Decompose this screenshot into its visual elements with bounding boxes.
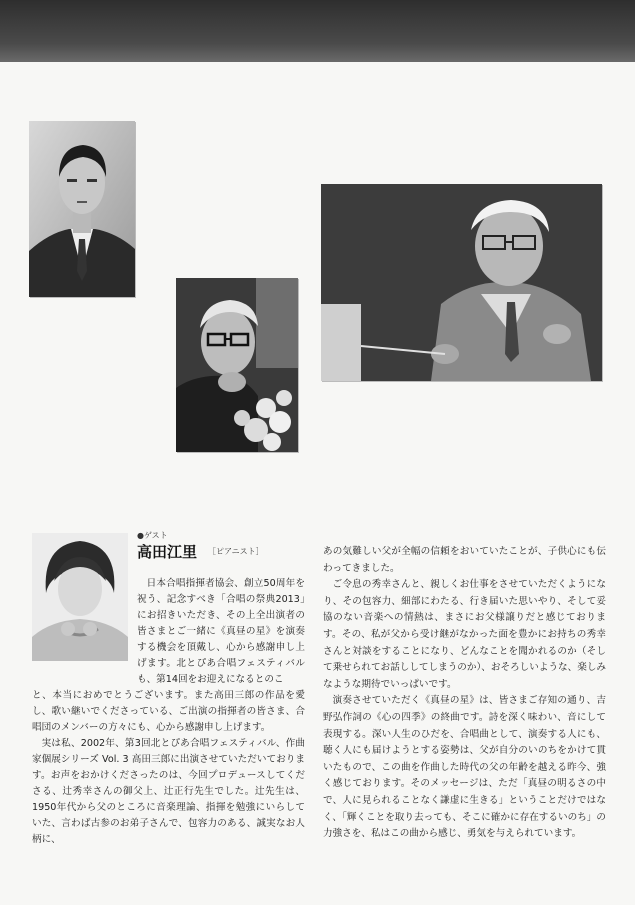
left-column <box>32 688 305 848</box>
left-col-continuation: と、本当におめでとうございます。また高田三郎の作品を愛し、歌い継いでくださっている、ご出演の指揮者の皆さま、合唱団のメンバーの方々にも、心から感謝申し上げます。 <box>32 690 305 733</box>
guest-role: ［ピアニスト］ <box>208 547 264 556</box>
right-col-p2: ご令息の秀幸さんと、親しくお仕事をさせていただくようになり、その包容力、細部にわたる、行き届いた思いやり、そして妥協のない音楽への情熱は、まさにお父様譲りだと感じております。その、私が父から受け継がなかった面を豊かにお持ちの秀幸さんと対談をすることになり、どんなことを聞かれるのか（そして乗せられてお話ししてしまうのか）、おそろしいような、楽しみなような期待でいっぱいです。 <box>323 579 607 690</box>
intro-paragraph <box>137 576 305 688</box>
guest-tag: ●ゲスト <box>137 531 168 540</box>
photo-composer-young <box>29 121 135 297</box>
intro-text: 日本合唱指揮者協会、創立50周年を祝う、記念すべき「合唱の祭典2013」にお招きいただき、その上全出演者の皆さまとご一緒に《真昼の星》を演奏する機会を頂戴し、心から感謝申し上げます。北とぴあ合唱フェスティバルも、第14回をお迎えになるとのこ <box>137 578 305 685</box>
right-col-p3: 演奏させていただく《真昼の星》は、皆さまご存知の通り、吉野弘作詞の《心の四季》の終曲です。詩を深く味わい、音にして表現する。深い人生のひだを、合唱曲として、演奏する人にも、聴く人にも届けようとする姿勢は、父が自分のいのちをかけて貫いたもので、この曲を作曲した時代の父の年齢を越える昨今、強く感じております。そのメッセージは、ただ「真昼の明るさの中で、人に見られることなく謙虚に生きる」ということだけではなく、「輝くことを取り去っても、そこに確かに存在するいのち」の力強さを、私はこの曲から感じ、勇気を与えられています。 <box>323 695 606 840</box>
left-col-paragraph: 実は私、2002年、第3回北とぴあ合唱フェスティバル、作曲家個展シリーズ Vol. 3 高田三郎に出演させていただいております。お声をおかけくださったのは、今回プロデュースしてくださる、辻秀幸さんの御父上、辻正行先生でした。辻先生は、1950年代から父のところに音楽理論、指揮を勉強にいらしていた、言わば古参のお弟子さんで、包容力のある、誠実なお人柄に、 <box>32 738 305 845</box>
photo-guest-pianist <box>32 533 128 661</box>
photo-composer-elderly <box>176 278 298 452</box>
right-col-p1: あの気難しい父が全幅の信頼をおいていたことが、子供心にも伝わってきました。 <box>323 546 606 574</box>
guest-name: 高田江里 <box>137 543 198 561</box>
photo-conductor <box>321 184 602 381</box>
header-band <box>0 0 635 62</box>
right-column <box>323 544 606 843</box>
